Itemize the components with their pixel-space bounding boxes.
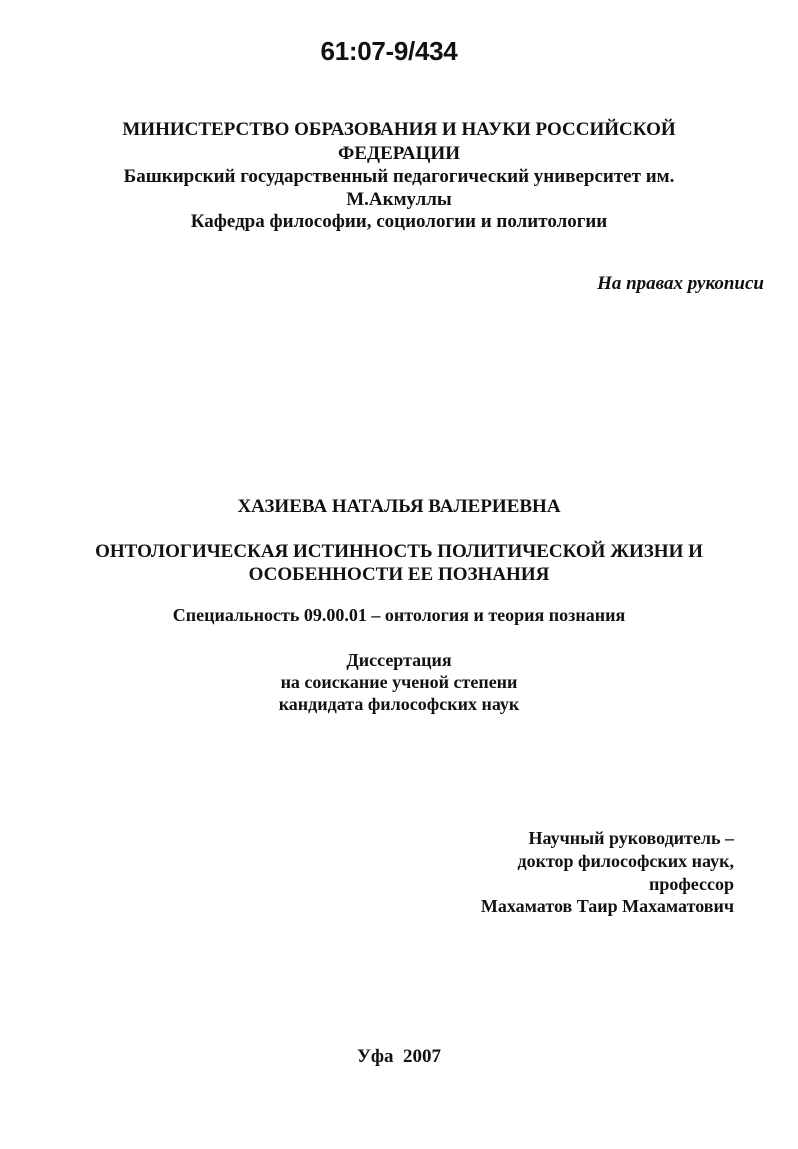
author-name: ХАЗИЕВА НАТАЛЬЯ ВАЛЕРИЕВНА: [237, 496, 561, 517]
title-line-2: ОСОБЕННОСТИ ЕЕ ПОЗНАНИЯ: [248, 564, 550, 585]
catalog-code: 61:07-9/434: [320, 36, 458, 66]
ministry-line-2: ФЕДЕРАЦИИ: [338, 143, 460, 164]
supervisor-line-1: Научный руководитель –: [528, 828, 734, 848]
degree-line-1: Диссертация: [346, 650, 452, 670]
place-year: Уфа 2007: [356, 1046, 442, 1067]
supervisor-name: Махаматов Таир Махаматович: [480, 896, 734, 916]
title-line-1: ОНТОЛОГИЧЕСКАЯ ИСТИННОСТЬ ПОЛИТИЧЕСКОЙ ЖИЗНИ И: [95, 541, 703, 562]
department: Кафедра философии, социологии и политологии: [190, 211, 608, 232]
manuscript-note: На правах рукописи: [597, 273, 764, 294]
degree-line-2: на соискание ученой степени: [280, 672, 518, 692]
degree-line-3: кандидата философских наук: [278, 694, 520, 714]
university-line-1: Башкирский государственный педагогический университет им.: [123, 166, 675, 187]
university-line-2: М.Акмуллы: [346, 189, 452, 210]
specialty: Специальность 09.00.01 – онтология и теория познания: [172, 605, 626, 625]
supervisor-line-3: профессор: [648, 874, 734, 894]
ministry-line-1: МИНИСТЕРСТВО ОБРАЗОВАНИЯ И НАУКИ РОССИЙСКОЙ: [122, 119, 676, 140]
supervisor-line-2: доктор философских наук,: [517, 851, 734, 871]
